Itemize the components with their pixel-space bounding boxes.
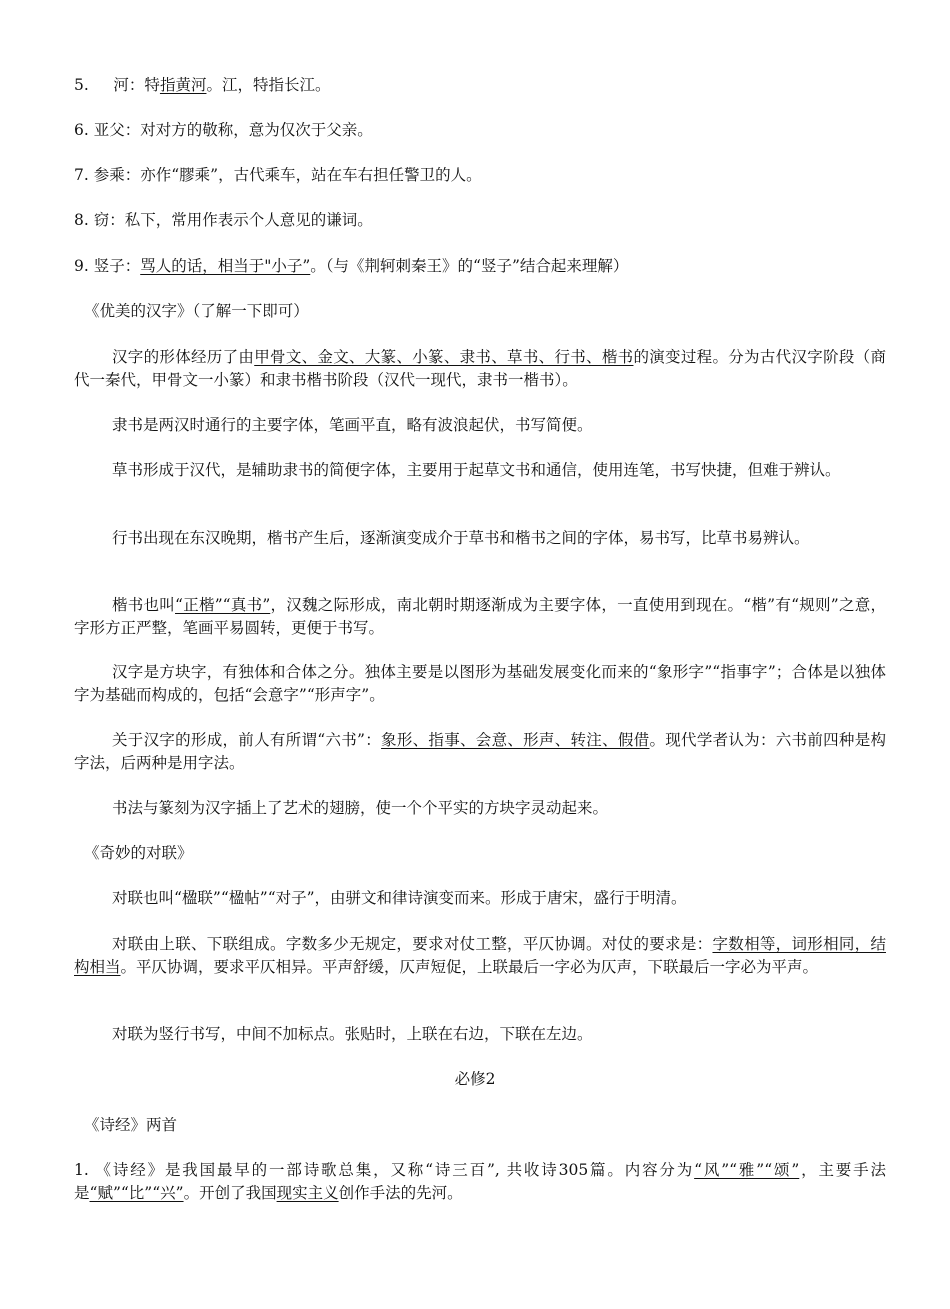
paragraph-xingshu: 行书出现在东汉晚期，楷书产生后，逐渐演变成介于草书和楷书之间的字体，易书写，比草书易辨认。: [112, 529, 810, 547]
paragraph-shufa: 书法与篆刻为汉字插上了艺术的翅膀，使一个个平实的方块字灵动起来。: [112, 799, 609, 817]
note-item-6: 6. 亚父：对对方的敬称，意为仅次于父亲。: [74, 121, 373, 139]
text: 。江，特指长江。: [206, 76, 331, 94]
note-item-5: [74, 74, 886, 97]
heading-bixiu-2: 必修2: [454, 1070, 496, 1088]
paragraph-shijing-1: [74, 1159, 886, 1205]
paragraph-lishu: 隶书是两汉时通行的主要字体，笔画平直，略有波浪起伏，书写简便。: [112, 416, 593, 434]
paragraph-duilian-rules: [74, 933, 886, 979]
text: 汉字的形体经历了由: [112, 348, 255, 366]
note-item-9: [74, 255, 886, 278]
paragraph-liushu: [74, 729, 886, 775]
section-title-qimiao-duilian: 《奇妙的对联》: [84, 844, 193, 862]
underlined-text: “赋”“比”“兴”: [89, 1184, 184, 1202]
paragraph-kaishu: [74, 594, 886, 640]
paragraph-duilian-posting: 对联为竖行书写，中间不加标点。张贴时，上联在右边，下联在左边。: [112, 1025, 593, 1043]
text: 1. 《诗经》是我国最早的一部诗歌总集，又称“诗三百”, 共收诗305篇。内容分为: [74, 1161, 695, 1179]
underlined-text: 甲骨文、金文、大篆、小篆、隶书、草书、行书、楷书: [254, 348, 634, 366]
underlined-text: 字数相等，词形相同，结构相当: [74, 935, 886, 976]
underlined-text: 指黄河: [159, 76, 207, 94]
text: 9. 竖子：: [74, 257, 141, 275]
note-item-8: 8. 窃：私下，常用作表示个人意见的谦词。: [74, 211, 373, 229]
note-item-7: 7. 参乘：亦作“膠乘”，古代乘车，站在车右担任警卫的人。: [74, 166, 482, 184]
text: ，主要手法是: [74, 1161, 886, 1202]
text: 。现代学者认为：六书前四种是构字法，后两种是用字法。: [74, 731, 886, 772]
section-title-shijing: 《诗经》两首: [84, 1116, 178, 1134]
text: 的演变过程。分为古代汉字阶段（商代一秦代，甲骨文一小篆）和隶书楷书阶段（汉代一现代，隶书一楷书）。: [74, 348, 886, 389]
paragraph-caoshu: 草书形成于汉代，是辅助隶书的简便字体，主要用于起草文书和通信，使用连笔，书写快捷，但难于辨认。: [112, 461, 841, 479]
text: 。（与《荆轲刺秦王》的“竖子”结合起来理解）: [310, 257, 629, 275]
text: 5. 河：特: [74, 76, 160, 94]
text: 创作手法的先河。: [338, 1184, 463, 1202]
text: 。开创了我国: [183, 1184, 277, 1202]
text: ，汉魏之际形成，南北朝时期逐渐成为主要字体，一直使用到现在。“楷”有“规则”之意，字形方正严整，笔画平易圆转，更便于书写。: [74, 596, 886, 637]
underlined-text: “风”“雅”“颂”: [694, 1161, 800, 1179]
text: 对联由上联、下联组成。字数多少无规定，要求对仗工整，平仄协调。对仗的要求是：: [112, 935, 713, 953]
underlined-text: 现实主义: [276, 1184, 339, 1202]
text: 关于汉字的形成，前人有所谓“六书”：: [112, 731, 382, 749]
paragraph-dutiti-heti: 汉字是方块字，有独体和合体之分。独体主要是以图形为基础发展变化而来的“象形字”“指事字”；合体是以独体字为基础而构成的，包括“会意字”“形声字”。: [74, 663, 886, 704]
paragraph-evolution: [74, 346, 886, 392]
underlined-text: 象形、指事、会意、形声、转注、假借: [381, 731, 650, 749]
underlined-text: 骂人的话，相当于"小子”: [140, 257, 311, 275]
paragraph-duilian-origin: 对联也叫“楹联”“楹帖”“对子”，由骈文和律诗演变而来。形成于唐宋，盛行于明清。: [112, 889, 687, 907]
text: 楷书也叫: [112, 596, 176, 614]
text: 。平仄协调，要求平仄相异。平声舒缓，仄声短促，上联最后一字必为仄声，下联最后一字必为平声。: [120, 958, 819, 976]
underlined-text: “正楷”“真书”: [175, 596, 271, 614]
section-title-youmei-hanzi: 《优美的汉字》（了解一下即可）: [84, 302, 309, 320]
